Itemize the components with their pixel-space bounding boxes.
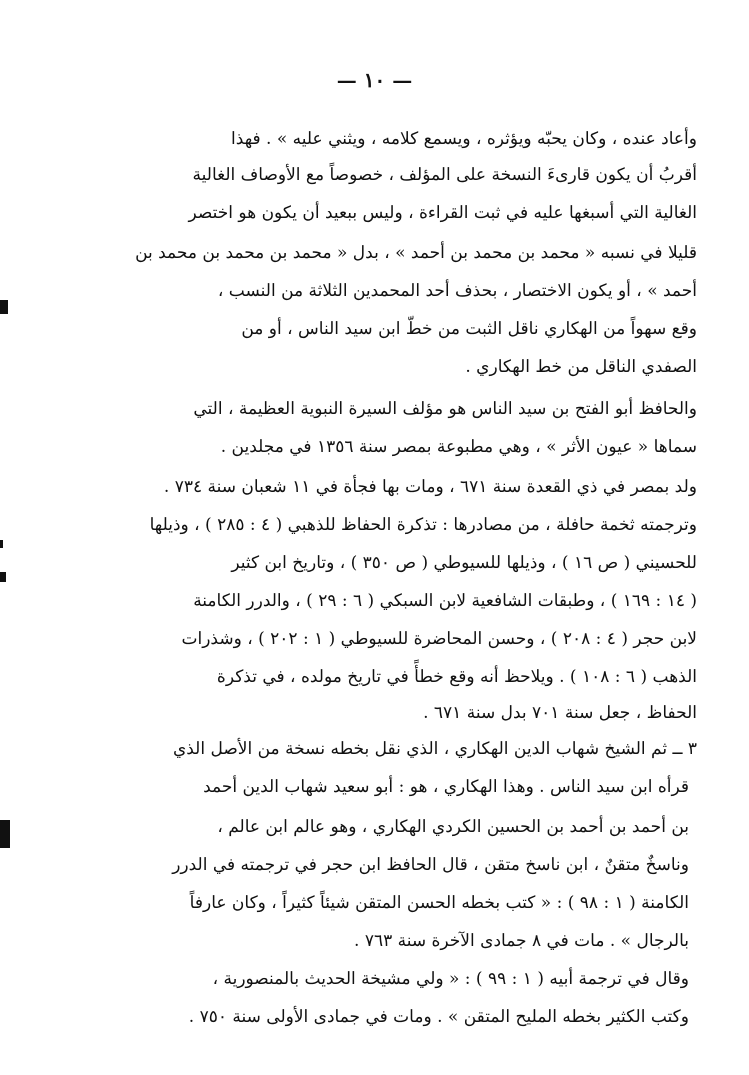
text-line: ( ١٤ : ١٦٩ ) ، وطبقات الشافعية لابن السبكي ( ٦ : ٢٩ ) ، والدرر الكامنة [193, 591, 697, 611]
text-line: أقربُ أن يكون قارىءَ النسخة على المؤلف ، خصوصاً مع الأوصاف الغالية [192, 165, 697, 185]
text-line: بالرجال » . مات في ٨ جمادى الآخرة سنة ٧٦٣ . [354, 931, 689, 951]
text-line: بن أحمد بن أحمد بن الحسين الكردي الهكاري ، وهو عالم ابن عالم ، [217, 817, 689, 837]
text-line: ولد بمصر في ذي القعدة سنة ٦٧١ ، ومات بها فجأة في ١١ شعبان سنة ٧٣٤ . [163, 477, 697, 497]
text-line: للحسيني ( ص ١٦ ) ، وذيلها للسيوطي ( ص ٣٥٠ ) ، وتاريخ ابن كثير [231, 553, 697, 573]
text-line: قليلا في نسبه « محمد بن محمد بن أحمد » ، بدل « محمد بن محمد بن محمد بن [135, 243, 697, 263]
text-line: وقال في ترجمة أبيه ( ١ : ٩٩ ) : « ولي مشيخة الحديث بالمنصورية ، [212, 969, 689, 989]
text-line: الكامنة ( ١ : ٩٨ ) : « كتب بخطه الحسن المتقن شيئاً كثيراً ، وكان عارفاً [189, 893, 689, 913]
text-line: والحافظ أبو الفتح بن سيد الناس هو مؤلف السيرة النبوية العظيمة ، التي [193, 399, 697, 419]
text-line: لابن حجر ( ٤ : ٢٠٨ ) ، وحسن المحاضرة للسيوطي ( ١ : ٢٠٢ ) ، وشذرات [181, 629, 697, 649]
scan-mark [0, 820, 10, 848]
text-line: وكتب الكثير بخطه المليح المتقن » . ومات في جمادى الأولى سنة ٧٥٠ . [188, 1007, 689, 1027]
text-line: أحمد » ، أو يكون الاختصار ، بحذف أحد المحمدين الثلاثة من النسب ، [217, 281, 697, 301]
text-line: وأعاد عنده ، وكان يحبّه ويؤثره ، ويسمع كلامه ، ويثني عليه » . فهذا [231, 129, 697, 149]
scan-mark [0, 572, 6, 582]
text-line: الحفاظ ، جعل سنة ٧٠١ بدل سنة ٦٧١ . [423, 703, 697, 723]
text-line: وناسخٌ متقنٌ ، ابن ناسخ متقن ، قال الحافظ ابن حجر في ترجمته في الدرر [172, 855, 689, 875]
scan-mark [0, 300, 8, 314]
text-line: قرأه ابن سيد الناس . وهذا الهكاري ، هو : أبو سعيد شهاب الدين أحمد [203, 777, 689, 797]
scan-mark [0, 540, 3, 548]
text-line: الذهب ( ٦ : ١٠٨ ) . ويلاحظ أنه وقع خطأً في تاريخ مولده ، في تذكرة [216, 667, 697, 687]
text-line: وترجمته ثخمة حافلة ، من مصادرها : تذكرة الحفاظ للذهبي ( ٤ : ٢٨٥ ) ، وذيلها [149, 515, 697, 535]
text-line: وقع سهواً من الهكاري ناقل الثبت من خطّ ابن سيد الناس ، أو من [241, 319, 697, 339]
text-line: ٣ ــ ثم الشيخ شهاب الدين الهكاري ، الذي نقل بخطه نسخة من الأصل الذي [172, 739, 697, 759]
text-line: سماها « عيون الأثر » ، وهي مطبوعة بمصر سنة ١٣٥٦ في مجلدين . [220, 437, 697, 457]
text-line: الغالية التي أسبغها عليه في ثبت القراءة ، وليس ببعيد أن يكون هو اختصر [188, 203, 697, 223]
page-number: — ١٠ — [336, 68, 413, 92]
text-line: الصفدي الناقل من خط الهكاري . [465, 357, 697, 377]
